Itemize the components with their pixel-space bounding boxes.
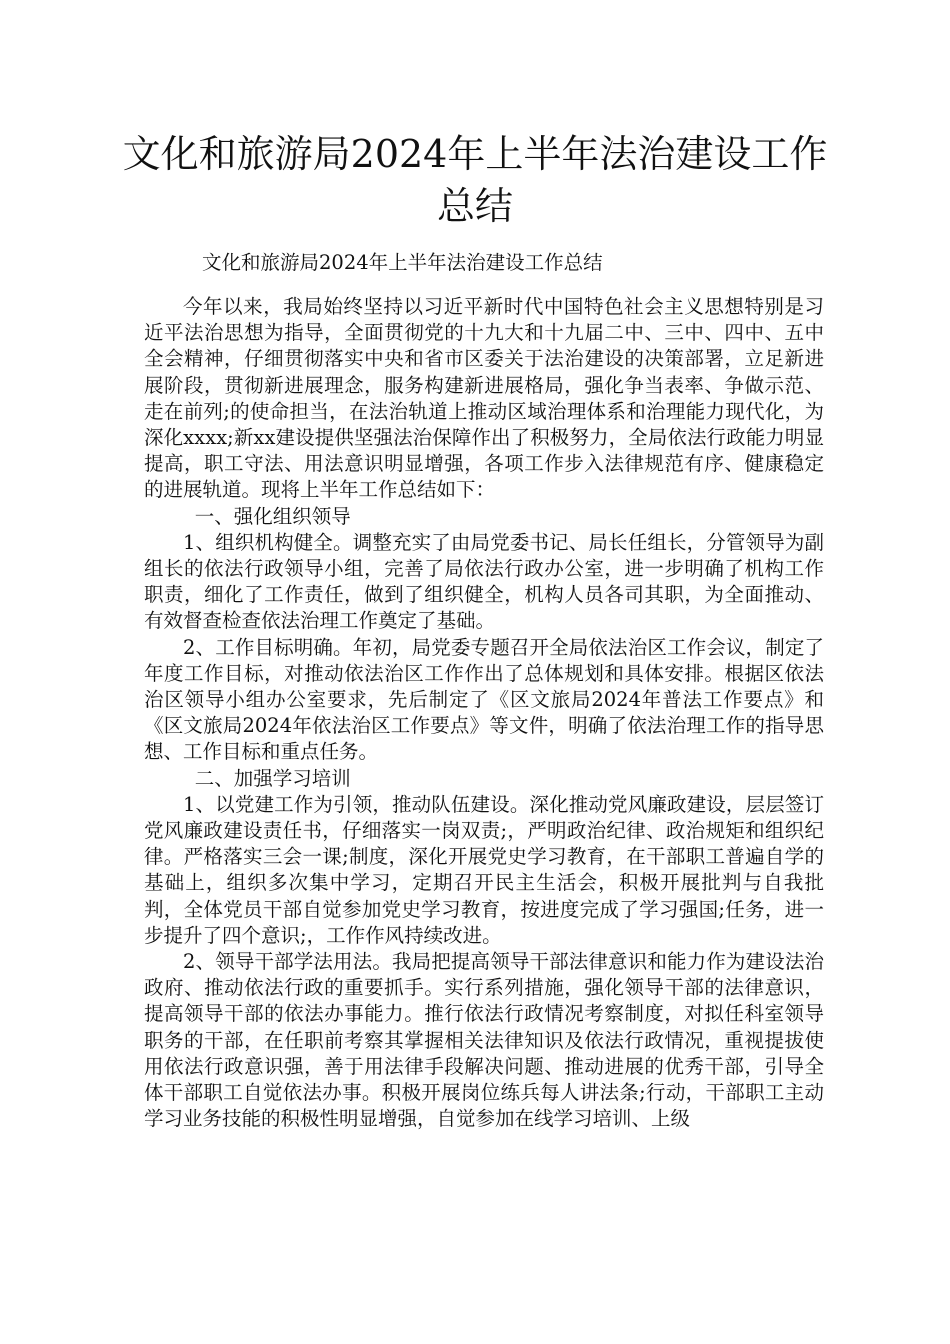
- section-heading-1: 一、强化组织领导: [194, 504, 351, 528]
- body-paragraph: 1、组织机构健全。调整充实了由局党委书记、局长任组长，分管领导为副组长的依法行政领导小组，完善了局依法行政办公室，进一步明确了机构工作职责，细化了工作责任，做到了组织健全，机构人员各司其职，为全面推动、有效督查检查依法治理工作奠定了基础。: [144, 530, 824, 633]
- document-body: [144, 294, 824, 1133]
- body-paragraph: 2、工作目标明确。年初，局党委专题召开全局依法治区工作会议，制定了年度工作目标，对推动依法治区工作作出了总体规划和具体安排。根据区依法治区领导小组办公室要求，先后制定了《区文旅局2024年普法工作要点》和《区文旅局2024年依法治区工作要点》等文件，明确了依法治理工作的指导思想、工作目标和重点任务。: [144, 635, 824, 764]
- body-paragraph: 1、以党建工作为引领，推动队伍建设。深化推动党风廉政建设，层层签订党风廉政建设责任书，仔细落实一岗双责;，严明政治纪律、政治规矩和组织纪律。严格落实三会一课;制度，深化开展党史学习教育，在干部职工普遍自学的基础上，组织多次集中学习，定期召开民主生活会，积极开展批判与自我批判，全体党员干部自觉参加党史学习教育，按进度完成了学习强国;任务，进一步提升了四个意识;，工作作风持续改进。: [144, 792, 824, 947]
- intro-paragraph: 今年以来，我局始终坚持以习近平新时代中国特色社会主义思想特别是习近平法治思想为指导，全面贯彻党的十九大和十九届二中、三中、四中、五中全会精神，仔细贯彻落实中央和省市区委关于法治建设的决策部署，立足新进展阶段，贯彻新进展理念，服务构建新进展格局，强化争当表率、争做示范、走在前列;的使命担当，在法治轨道上推动区域治理体系和治理能力现代化，为深化xxxx;新xx建设提供坚强法治保障作出了积极努力，全局依法行政能力明显提高，职工守法、用法意识明显增强，各项工作步入法律规范有序、健康稳定的进展轨道。现将上半年工作总结如下：: [144, 295, 824, 502]
- body-paragraph: 2、领导干部学法用法。我局把提高领导干部法律意识和能力作为建设法治政府、推动依法行政的重要抓手。实行系列措施，强化领导干部的法律意识，提高领导干部的依法办事能力。推行依法行政情况考察制度，对拟任科室领导职务的干部，在任职前考察其掌握相关法律知识及依法行政情况，重视提拔使用依法行政意识强，善于用法律手段解决问题、推动进展的优秀干部，引导全体干部职工自觉依法办事。积极开展岗位练兵每人讲法条;行动，干部职工主动学习业务技能的积极性明显增强，自觉参加在线学习培训、上级: [144, 950, 824, 1131]
- section-heading-2: 二、加强学习培训: [194, 766, 351, 790]
- document-title: 文化和旅游局2024年上半年法治建设工作总结: [122, 132, 828, 228]
- document-subtitle: 文化和旅游局2024年上半年法治建设工作总结: [202, 251, 603, 274]
